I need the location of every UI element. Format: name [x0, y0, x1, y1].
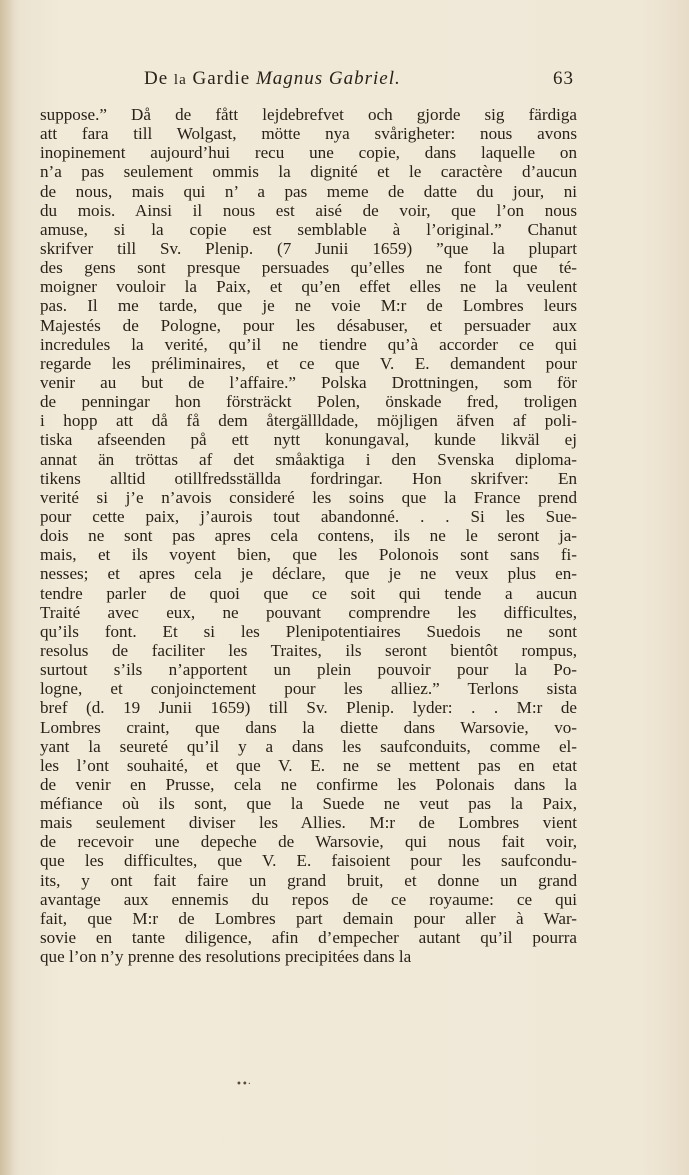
text-line: bref (d. 19 Junii 1659) till Sv. Plenip. lyder: . . M:r de: [40, 698, 577, 718]
text-line: pas. Il me tarde, que je ne voie M:r de Lombres leurs: [40, 296, 577, 316]
text-line: que les difficultes, que V. E. faisoient pour les saufcondu-: [40, 851, 577, 871]
text-line: dois ne sont pas apres cela contens, ils ne le seront ja-: [40, 526, 577, 546]
text-line: pour cette paix, j’aurois tout abandonné. . . Si les Sue-: [40, 506, 577, 526]
text-line: suppose.” Då de fått lejdebrefvet och gjorde sig färdiga: [40, 105, 577, 124]
text-line: de recevoir une depeche de Warsovie, qui nous fait voir,: [40, 832, 577, 852]
header-title-gardie: Gardie: [192, 68, 251, 89]
text-line: du mois. Ainsi il nous est aisé de voir, que l’on nous: [40, 200, 577, 220]
text-line: Traité avec eux, ne pouvant comprendre les difficultes,: [40, 602, 577, 622]
text-line: inopinement aujourd’hui recu une copie, dans laquelle on: [40, 143, 577, 163]
running-header: [144, 68, 574, 94]
text-line: incredules la verité, qu’il ne tiendre qu’à accorder ce qui: [40, 334, 577, 354]
text-line: fait, que M:r de Lombres part demain pour aller à War-: [40, 908, 577, 928]
text-line: i hopp att då få dem återgällldade, möjligen äfven af poli-: [40, 411, 577, 431]
text-line: méfiance où ils sont, que la Suede ne veut pas la Paix,: [40, 794, 577, 814]
text-line: amuse, si la copie est semblable à l’original.” Chanut: [40, 219, 577, 239]
header-title-italic: Magnus Gabriel.: [255, 68, 401, 89]
text-line: des gens sont presque persuades qu’elles ne font que té-: [40, 258, 577, 278]
text-line: avantage aux ennemis du repos de ce royaume: ce qui: [40, 889, 577, 909]
text-line: qu’ils font. Et si les Plenipotentiaires Suedois ne sont: [40, 621, 577, 641]
header-title-la: la: [173, 72, 187, 88]
text-line: skrifver till Sv. Plenip. (7 Junii 1659) ”que la plupart: [40, 238, 577, 258]
text-line: mais seulement diviser les Allies. M:r de Lombres vient: [40, 813, 577, 833]
text-line: que l’on n’y prenne des resolutions precipitées dans la: [40, 947, 412, 967]
body-text: [40, 105, 577, 966]
text-line: tendre parler de quoi que ce soit qui tende a aucun: [40, 583, 577, 603]
text-line: logne, et conjoinctement pour les alliez.” Terlons sista: [40, 679, 577, 699]
text-line: att fara till Wolgast, mötte nya svårigheter: nous avons: [40, 124, 577, 144]
text-line: de penningar hon försträckt Polen, önskade fred, troligen: [40, 392, 577, 412]
footer-mark: ••·: [236, 1079, 251, 1090]
text-line: tikens alltid otillfredsställda fordringar. Hon skrifver: En: [40, 468, 577, 488]
text-line: annat än tröttas af det småaktiga i den Svenska diploma-: [40, 449, 577, 469]
text-line: nesses; et apres cela je déclare, que je ne veux plus en-: [40, 564, 577, 584]
text-line: tiska afseenden på ett nytt konungaval, kunde likväl ej: [40, 430, 577, 450]
page-number: 63: [553, 68, 574, 89]
header-title: [144, 68, 401, 90]
text-line: mais, et ils voyent bien, que les Polonois sont sans fi-: [40, 545, 577, 565]
text-line: surtout s’ils n’apportent un plein pouvoir pour la Po-: [40, 660, 577, 680]
header-title-de: De: [144, 68, 169, 89]
page-binding-edge: [0, 0, 14, 1175]
text-line: verité si j’e n’avois consideré les soins que la France prend: [40, 487, 577, 507]
text-line: Majestés de Pologne, pour les désabuser, et persuader aux: [40, 315, 577, 335]
text-line: regarde les préliminaires, et ce que V. E. demandent pour: [40, 353, 577, 373]
text-line: moigner vouloir la Paix, et qu’en effet elles ne la veulent: [40, 277, 577, 297]
text-line: de venir en Prusse, cela ne confirme les Polonais dans la: [40, 774, 577, 794]
text-line: resolus de faciliter les Traites, ils seront bientôt rompus,: [40, 640, 577, 660]
text-line: de nous, mais qui n’ a pas meme de datte du jour, ni: [40, 181, 577, 201]
text-line: les l’ont souhaité, et que V. E. ne se mettent pas en etat: [40, 755, 577, 775]
text-line: n’a pas seulement ommis la dignité et le caractère d’aucun: [40, 162, 577, 182]
text-line: venir au but de l’affaire.” Polska Drottningen, som för: [40, 372, 577, 392]
text-line: yant la seureté qu’il y a dans les saufconduits, comme el-: [40, 736, 577, 756]
text-line: sovie en tante diligence, afin d’empecher autant qu’il pourra: [40, 928, 577, 948]
text-line: Lombres craint, que dans la diette dans Warsovie, vo-: [40, 717, 577, 737]
text-line: its, y ont fait faire un grand bruit, et donne un grand: [40, 870, 577, 890]
